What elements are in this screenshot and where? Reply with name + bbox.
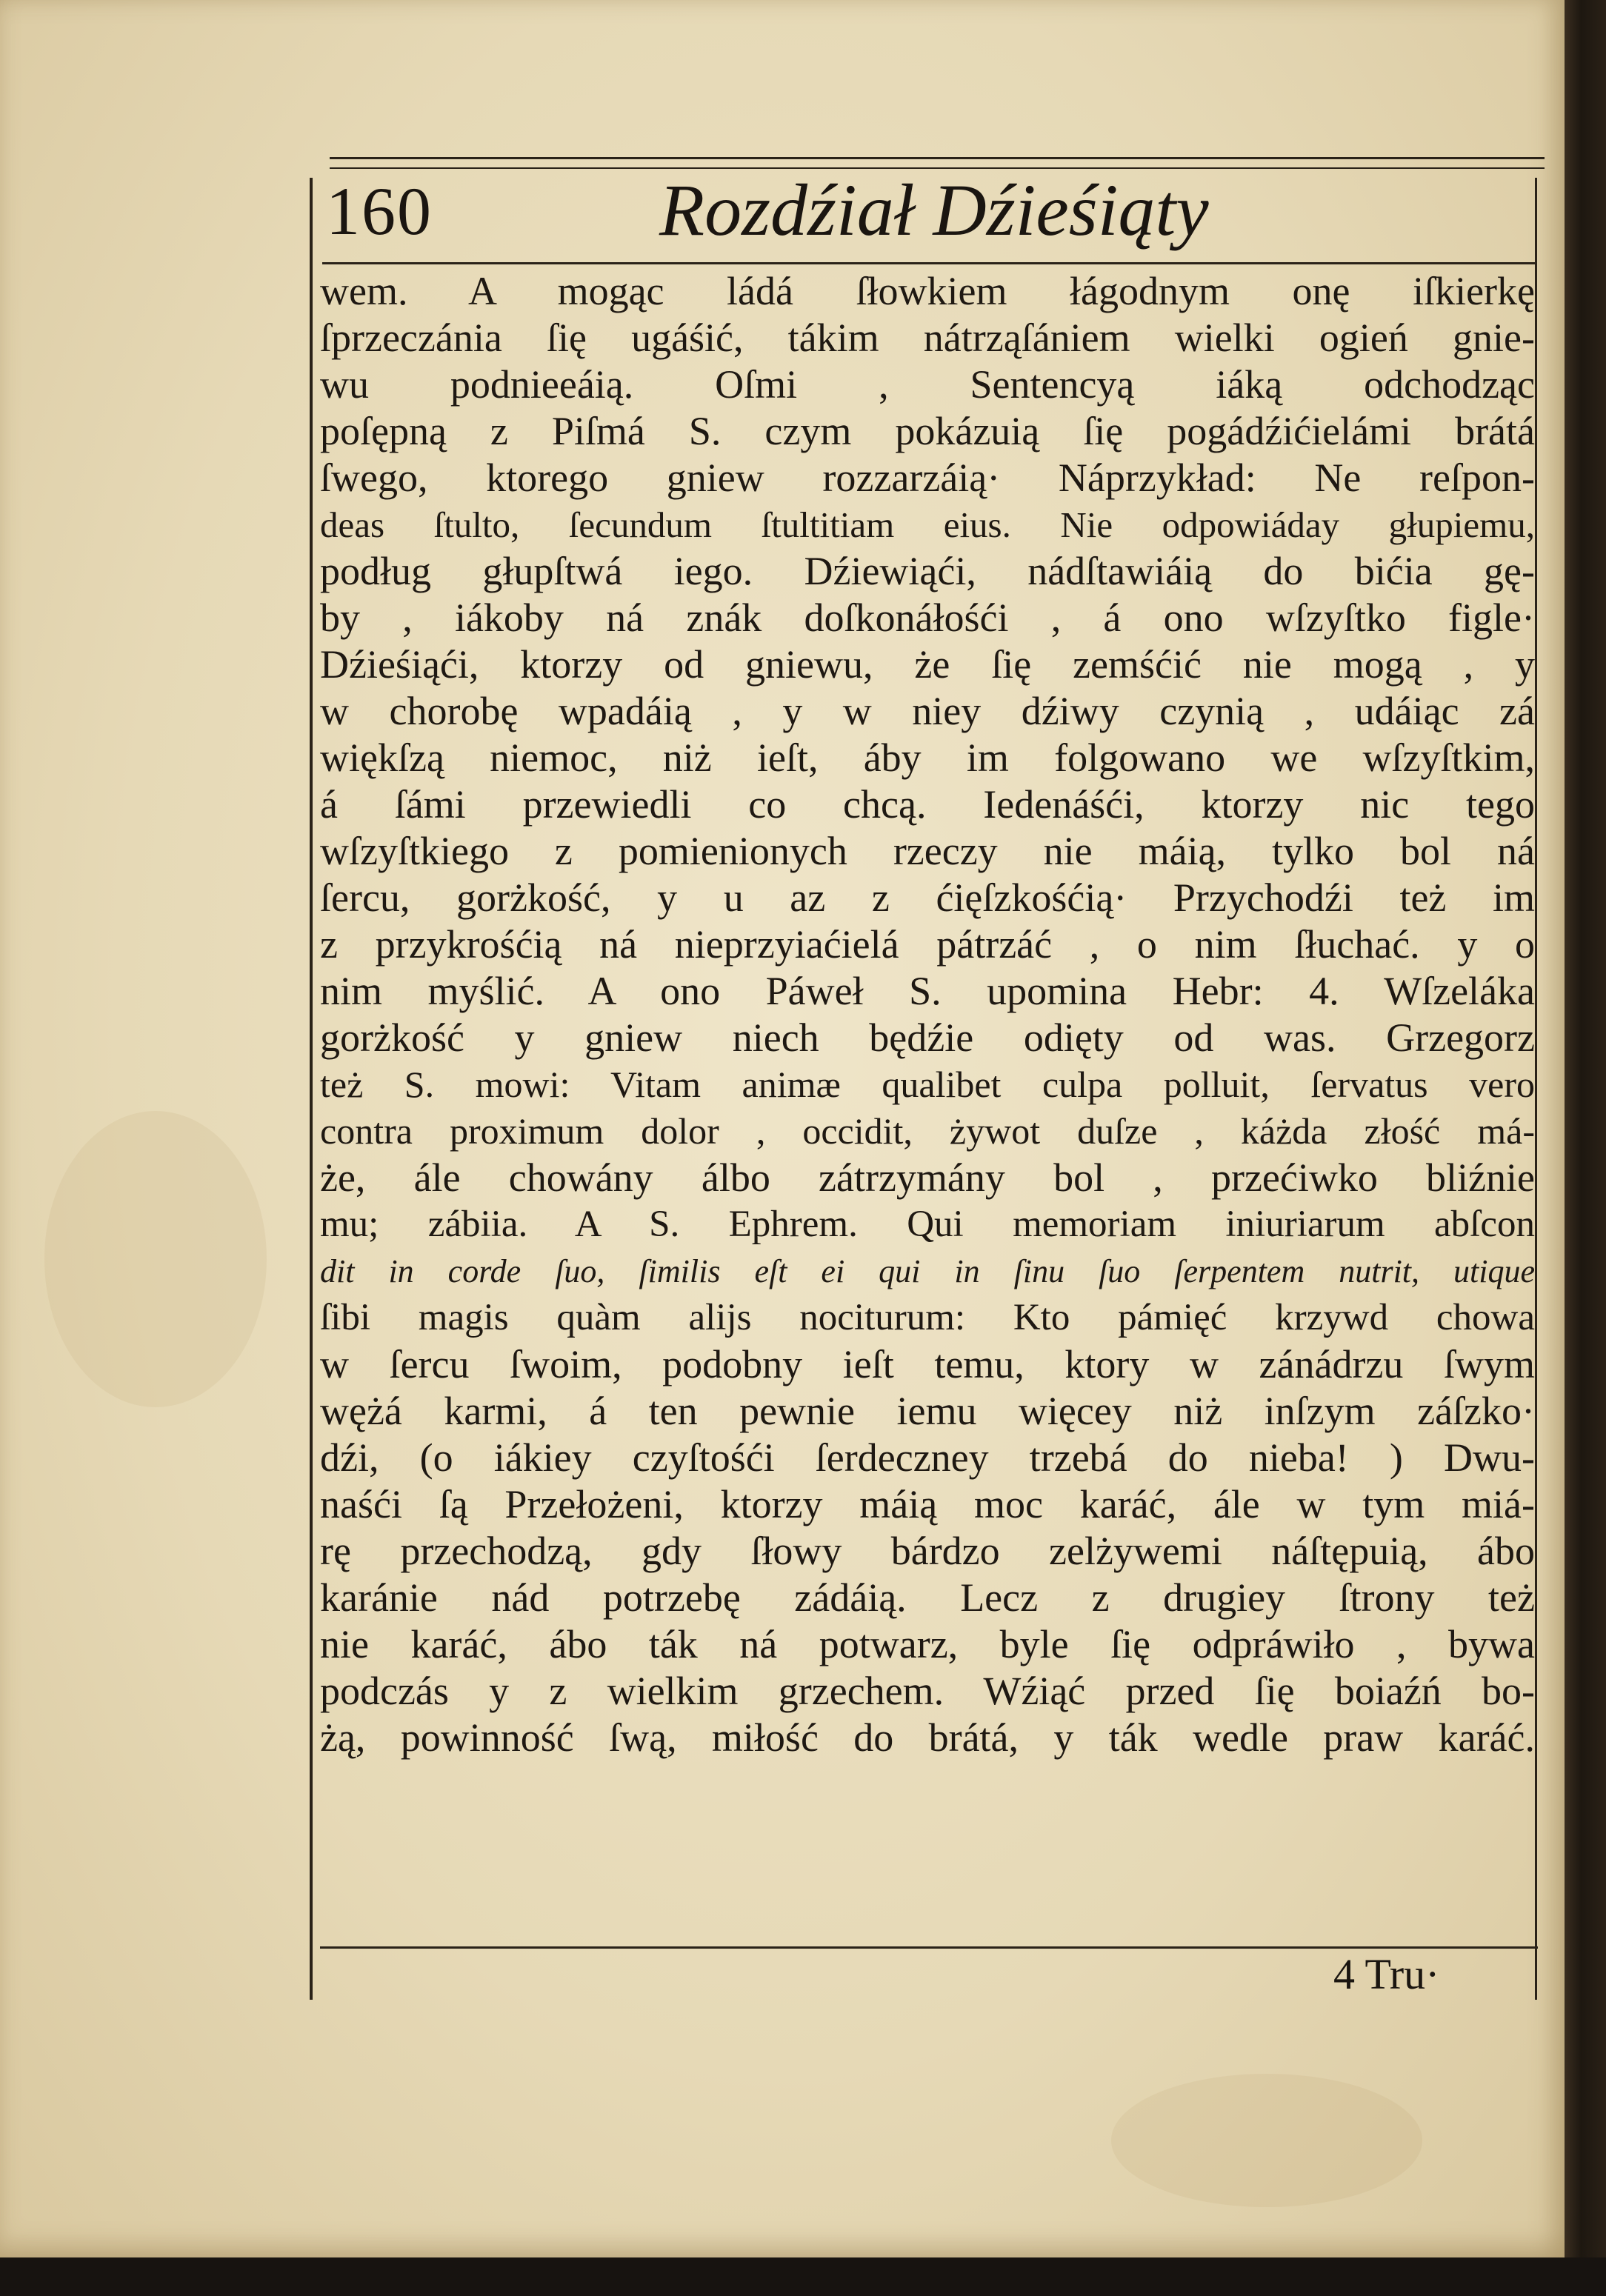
text-frame-right-rule xyxy=(1535,178,1537,2000)
text-line: w ſercu ſwoim, podobny ieſt temu, ktory w zánádrzu ſwym xyxy=(320,1342,1535,1386)
paper-stain xyxy=(44,1111,267,1407)
paper-stain xyxy=(1111,2074,1422,2207)
header-top-rule xyxy=(330,157,1545,159)
text-line: wężá karmi, á ten pewnie iemu więcey niż inſzym záſzko· xyxy=(320,1389,1535,1433)
text-line: że, ále chowány álbo zátrzymány bol , przećiwko bliźnie xyxy=(320,1155,1535,1200)
text-line: nim myślić. A ono Páweł S. upomina Hebr: 4. Wſzeláka xyxy=(320,969,1535,1013)
body-text xyxy=(320,268,1535,1761)
text-line: też S. mowi: Vitam animæ qualibet culpa polluit, ſervatus vero xyxy=(320,1064,1535,1105)
text-line: by , iákoby ná znák doſkonáłośći , á ono wſzyſtko figle· xyxy=(320,595,1535,640)
text-line: dźi, (o iákiey czyſtośći ſerdeczney trzebá do nieba! ) Dwu- xyxy=(320,1435,1535,1480)
text-line: ſwego, ktorego gniew rozzarzáią· Náprzykład: Ne reſpon- xyxy=(320,455,1535,500)
text-line: naśći ſą Przełożeni, ktorzy máią moc karáć, ále w tym miá- xyxy=(320,1482,1535,1526)
page-number: 160 xyxy=(326,173,433,249)
header-bottom-rule xyxy=(322,262,1537,264)
scan-background xyxy=(0,2257,1606,2296)
text-line: deas ſtulto, ſecundum ſtultitiam eius. Nie odpowiáday głupiemu, xyxy=(320,504,1535,545)
text-line: żą, powinność ſwą, miłość do brátá, y ták wedle praw karáć. xyxy=(320,1715,1535,1760)
text-line: podczás y z wielkim grzechem. Wźiąć przed ſię boiaźń bo- xyxy=(320,1669,1535,1713)
text-line: z przykrośćią ná nieprzyiaćielá pátrzáć , o nim ſłuchać. y o xyxy=(320,922,1535,967)
text-line: wu podnieeáią. Oſmi , Sentencyą iáką odchodząc xyxy=(320,362,1535,407)
book-binding-edge xyxy=(1565,0,1606,2296)
running-head: Rozdźiał Dźieśiąty xyxy=(659,169,1209,251)
text-bottom-rule xyxy=(320,1946,1538,1949)
text-line: á ſámi przewiedli co chcą. Iedenáśći, ktorzy nic tego xyxy=(320,782,1535,827)
text-line: poſępną z Piſmá S. czym pokázuią ſię pogádźićielámi brátá xyxy=(320,409,1535,453)
text-line: rę przechodzą, gdy ſłowy bárdzo zelżywemi náſtępuią, ábo xyxy=(320,1529,1535,1573)
text-line: mu; zábiia. A S. Ephrem. Qui memoriam iniuriarum abſcon xyxy=(320,1204,1535,1245)
text-line: ſibi magis quàm alijs nociturum: Kto pámięć krzywd chowa xyxy=(320,1297,1535,1338)
text-line: contra proximum dolor , occidit, żywot duſze , káżda złość má- xyxy=(320,1110,1535,1152)
text-line: wſzyſtkiego z pomienionych rzeczy nie máią, tylko bol ná xyxy=(320,829,1535,873)
text-frame-left-rule xyxy=(310,178,313,2000)
catchword: 4 Tru· xyxy=(1333,1950,1440,1998)
text-line: karánie nád potrzebę zádáią. Lecz z drugiey ſtrony też xyxy=(320,1575,1535,1620)
text-line: ſercu, gorżkość, y u az z ćięſzkośćią· Przychodźi też im xyxy=(320,875,1535,920)
text-line: wem. A mogąc ládá ſłowkiem łágodnym onę iſkierkę xyxy=(320,269,1535,313)
text-line: dit in corde ſuo, ſimilis eſt ei qui in ſinu ſuo ſerpentem nutrit, utique xyxy=(320,1253,1535,1289)
text-line: Dźieśiąći, ktorzy od gniewu, że ſię zemśćić nie mogą , y xyxy=(320,642,1535,687)
text-line: gorżkość y gniew niech będźie odięty od was. Grzegorz xyxy=(320,1015,1535,1060)
text-line: więkſzą niemoc, niż ieſt, áby im folgowano we wſzyſtkim, xyxy=(320,735,1535,780)
text-line: ſprzeczánia ſię ugáśić, tákim nátrząſániem wielki ogień gnie- xyxy=(320,316,1535,360)
text-line: w chorobę wpadáią , y w niey dźiwy czynią , udáiąc zá xyxy=(320,689,1535,733)
text-line: podług głupſtwá iego. Dźiewiąći, nádſtawiáią do bićia gę- xyxy=(320,549,1535,593)
text-line: nie karáć, ábo ták ná potwarz, byle ſię odpráwiło , bywa xyxy=(320,1622,1535,1666)
